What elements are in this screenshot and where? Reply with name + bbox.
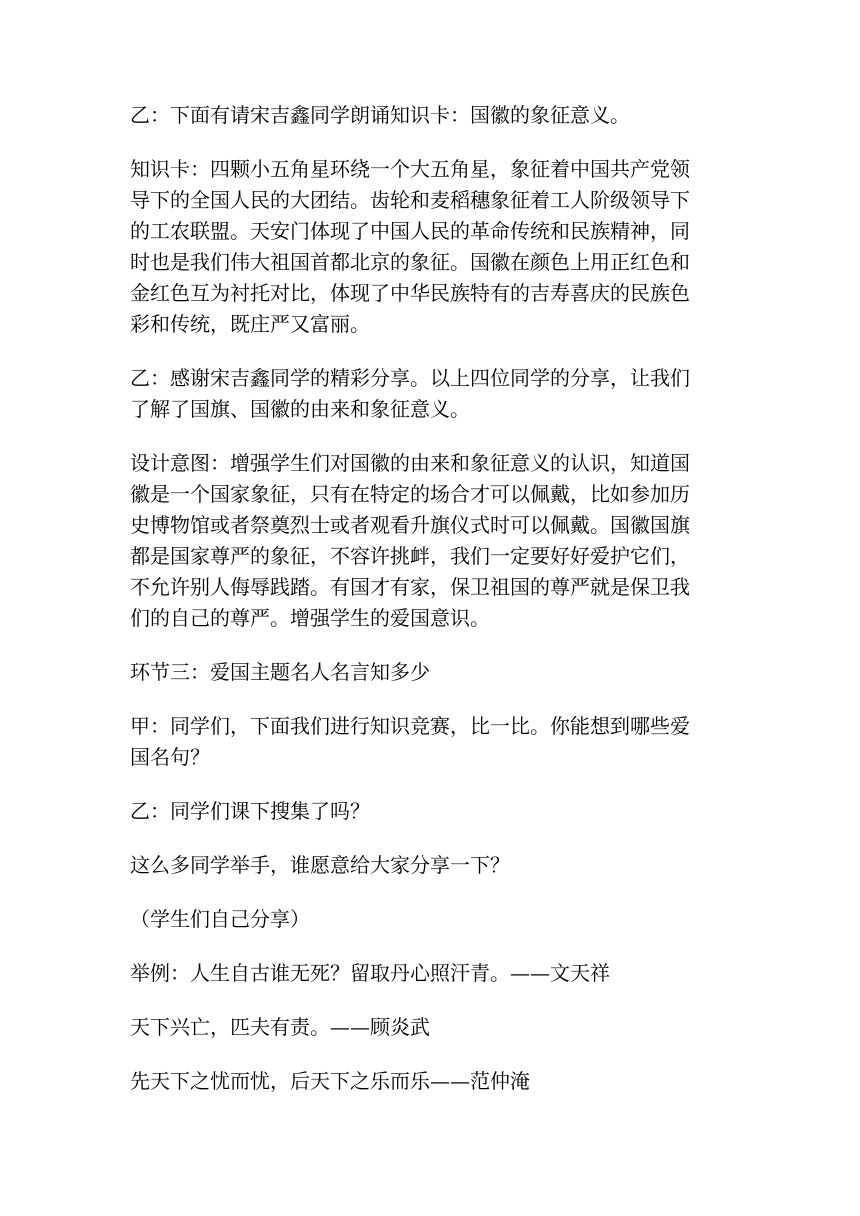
paragraph-question (130, 796, 733, 827)
text-line: （学生们自己分享） (130, 907, 310, 931)
text-line: 时也是我们伟大祖国首都北京的象征。国徽在颜色上用正红色和 (130, 250, 690, 274)
text-line: 乙：感谢宋吉鑫同学的精彩分享。以上四位同学的分享，让我们 (130, 366, 690, 390)
text-line: 不允许别人侮辱践踏。有国才有家，保卫祖国的尊严就是保卫我 (130, 575, 690, 599)
text-line: 知识卡：四颗小五角星环绕一个大五角星，象征着中国共产党领 (130, 157, 690, 181)
text-line: 都是国家尊严的象征，不容许挑衅，我们一定要好好爱护它们， (130, 544, 690, 568)
quote-gu-yanwu (130, 1012, 733, 1043)
paragraph-raise-hands (130, 850, 733, 881)
quote-fan-zhongyan (130, 1066, 733, 1097)
section-heading (130, 657, 733, 688)
text-line: 的工农联盟。天安门体现了中国人民的革命传统和民族精神，同 (130, 219, 690, 243)
text-line: 环节三：爱国主题名人名言知多少 (130, 660, 430, 684)
text-line: 乙：下面有请宋吉鑫同学朗诵知识卡：国徽的象征意义。 (130, 103, 630, 127)
text-line: 了解了国旗、国徽的由来和象征意义。 (130, 397, 470, 421)
paragraph-thanks (130, 363, 733, 425)
text-line: 史博物馆或者祭奠烈士或者观看升旗仪式时可以佩戴。国徽国旗 (130, 513, 690, 537)
text-line: 金红色互为衬托对比，体现了中华民族特有的吉寿喜庆的民族色 (130, 281, 690, 305)
text-line: 彩和传统，既庄严又富丽。 (130, 312, 370, 336)
text-line: 这么多同学举手，谁愿意给大家分享一下？ (130, 853, 510, 877)
text-line: 导下的全国人民的大团结。齿轮和麦稻穗象征着工人阶级领导下 (130, 188, 690, 212)
text-line: 甲：同学们，下面我们进行知识竞赛，比一比。你能想到哪些爱 (130, 714, 690, 738)
paragraph-knowledge-card (130, 154, 733, 340)
document-page (130, 100, 733, 1120)
quote-wen-tianxiang (130, 958, 733, 989)
paragraph-host-invite (130, 100, 733, 131)
text-line: 徽是一个国家象征，只有在特定的场合才可以佩戴，比如参加历 (130, 482, 690, 506)
paragraph-students-share (130, 904, 733, 935)
text-line: 们的自己的尊严。增强学生的爱国意识。 (130, 606, 490, 630)
text-line: 先天下之忧而忧，后天下之乐而乐——范仲淹 (130, 1069, 530, 1093)
paragraph-quiz-intro (130, 711, 733, 773)
text-line: 设计意图：增强学生们对国徽的由来和象征意义的认识，知道国 (130, 451, 690, 475)
paragraph-design-intent (130, 448, 733, 634)
text-line: 国名句？ (130, 745, 210, 769)
text-line: 举例：人生自古谁无死？留取丹心照汗青。——文天祥 (130, 961, 610, 985)
text-line: 天下兴亡，匹夫有责。——顾炎武 (130, 1015, 430, 1039)
text-line: 乙：同学们课下搜集了吗？ (130, 799, 370, 823)
